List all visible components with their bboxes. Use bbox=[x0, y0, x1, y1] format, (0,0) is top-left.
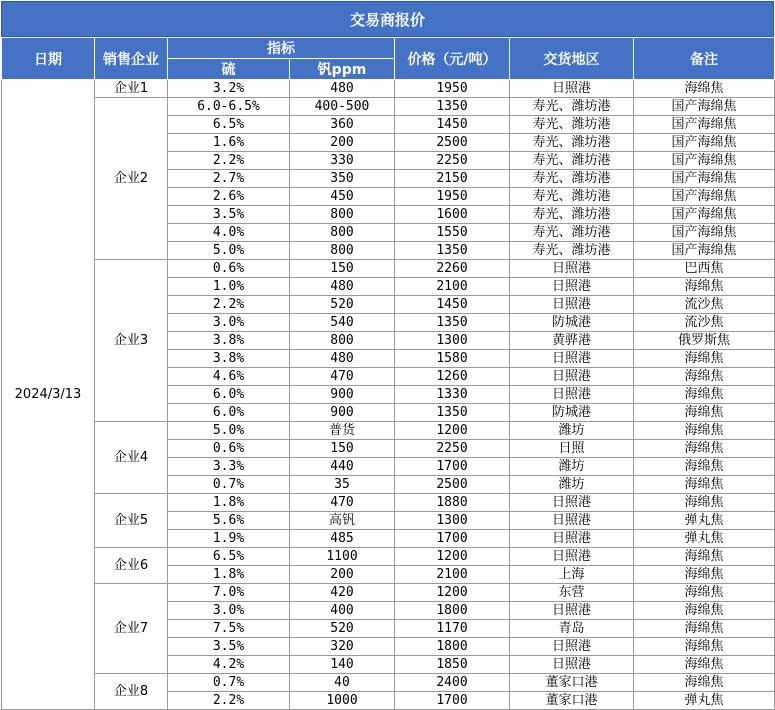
vanadium-cell: 360 bbox=[290, 116, 395, 134]
price-cell: 2500 bbox=[395, 134, 510, 152]
header-indicator: 指标 bbox=[168, 38, 395, 59]
delivery-cell: 潍坊 bbox=[510, 476, 634, 494]
delivery-cell: 寿光、潍坊港 bbox=[510, 206, 634, 224]
header-sulfur: 硫 bbox=[168, 59, 290, 80]
price-cell: 1700 bbox=[395, 692, 510, 710]
sulfur-cell: 6.0% bbox=[168, 386, 290, 404]
note-cell: 国产海绵焦 bbox=[634, 170, 775, 188]
vanadium-cell: 400-500 bbox=[290, 98, 395, 116]
price-cell: 1200 bbox=[395, 422, 510, 440]
sulfur-cell: 0.7% bbox=[168, 674, 290, 692]
delivery-cell: 黄骅港 bbox=[510, 332, 634, 350]
vanadium-cell: 450 bbox=[290, 188, 395, 206]
delivery-cell: 东营 bbox=[510, 584, 634, 602]
sulfur-cell: 2.7% bbox=[168, 170, 290, 188]
vanadium-cell: 1100 bbox=[290, 548, 395, 566]
delivery-cell: 日照港 bbox=[510, 278, 634, 296]
note-cell: 海绵焦 bbox=[634, 422, 775, 440]
company-cell: 企业6 bbox=[95, 548, 168, 584]
note-cell: 俄罗斯焦 bbox=[634, 332, 775, 350]
vanadium-cell: 800 bbox=[290, 224, 395, 242]
note-cell: 海绵焦 bbox=[634, 350, 775, 368]
note-cell: 海绵焦 bbox=[634, 638, 775, 656]
delivery-cell: 日照港 bbox=[510, 368, 634, 386]
table-row bbox=[2, 422, 775, 440]
note-cell: 国产海绵焦 bbox=[634, 206, 775, 224]
company-cell: 企业8 bbox=[95, 674, 168, 710]
price-cell: 1200 bbox=[395, 584, 510, 602]
vanadium-cell: 800 bbox=[290, 206, 395, 224]
sulfur-cell: 3.2% bbox=[168, 80, 290, 98]
sulfur-cell: 6.0% bbox=[168, 404, 290, 422]
vanadium-cell: 320 bbox=[290, 638, 395, 656]
note-cell: 弹丸焦 bbox=[634, 692, 775, 710]
vanadium-cell: 普货 bbox=[290, 422, 395, 440]
header-date: 日期 bbox=[2, 38, 95, 80]
delivery-cell: 日照港 bbox=[510, 638, 634, 656]
header-price: 价格（元/吨） bbox=[395, 38, 510, 80]
delivery-cell: 日照港 bbox=[510, 296, 634, 314]
vanadium-cell: 150 bbox=[290, 260, 395, 278]
note-cell: 国产海绵焦 bbox=[634, 98, 775, 116]
price-cell: 1550 bbox=[395, 224, 510, 242]
note-cell: 海绵焦 bbox=[634, 548, 775, 566]
table-row bbox=[2, 548, 775, 566]
sulfur-cell: 3.5% bbox=[168, 638, 290, 656]
table-row bbox=[2, 584, 775, 602]
delivery-cell: 寿光、潍坊港 bbox=[510, 188, 634, 206]
note-cell: 国产海绵焦 bbox=[634, 152, 775, 170]
company-cell: 企业3 bbox=[95, 260, 168, 422]
vanadium-cell: 高钒 bbox=[290, 512, 395, 530]
note-cell: 海绵焦 bbox=[634, 566, 775, 584]
vanadium-cell: 1000 bbox=[290, 692, 395, 710]
delivery-cell: 寿光、潍坊港 bbox=[510, 116, 634, 134]
price-cell: 1950 bbox=[395, 188, 510, 206]
note-cell: 国产海绵焦 bbox=[634, 188, 775, 206]
note-cell: 海绵焦 bbox=[634, 602, 775, 620]
delivery-cell: 日照港 bbox=[510, 260, 634, 278]
table-body bbox=[2, 80, 775, 710]
vanadium-cell: 330 bbox=[290, 152, 395, 170]
sulfur-cell: 1.0% bbox=[168, 278, 290, 296]
price-cell: 1800 bbox=[395, 638, 510, 656]
price-cell: 2250 bbox=[395, 440, 510, 458]
price-cell: 1800 bbox=[395, 602, 510, 620]
vanadium-cell: 440 bbox=[290, 458, 395, 476]
vanadium-cell: 480 bbox=[290, 350, 395, 368]
price-cell: 1350 bbox=[395, 314, 510, 332]
sulfur-cell: 4.6% bbox=[168, 368, 290, 386]
delivery-cell: 日照港 bbox=[510, 656, 634, 674]
price-cell: 1350 bbox=[395, 98, 510, 116]
price-cell: 1170 bbox=[395, 620, 510, 638]
quote-table-container bbox=[1, 1, 774, 710]
delivery-cell: 日照港 bbox=[510, 530, 634, 548]
note-cell: 海绵焦 bbox=[634, 620, 775, 638]
delivery-cell: 寿光、潍坊港 bbox=[510, 242, 634, 260]
note-cell: 海绵焦 bbox=[634, 476, 775, 494]
header-note: 备注 bbox=[634, 38, 775, 80]
price-cell: 2100 bbox=[395, 566, 510, 584]
table-row bbox=[2, 98, 775, 116]
company-cell: 企业7 bbox=[95, 584, 168, 674]
sulfur-cell: 0.6% bbox=[168, 260, 290, 278]
vanadium-cell: 900 bbox=[290, 404, 395, 422]
sulfur-cell: 6.5% bbox=[168, 548, 290, 566]
company-cell: 企业1 bbox=[95, 80, 168, 98]
sulfur-cell: 7.0% bbox=[168, 584, 290, 602]
sulfur-cell: 1.8% bbox=[168, 566, 290, 584]
note-cell: 海绵焦 bbox=[634, 584, 775, 602]
delivery-cell: 日照港 bbox=[510, 512, 634, 530]
vanadium-cell: 480 bbox=[290, 80, 395, 98]
vanadium-cell: 800 bbox=[290, 242, 395, 260]
sulfur-cell: 1.6% bbox=[168, 134, 290, 152]
delivery-cell: 日照港 bbox=[510, 548, 634, 566]
vanadium-cell: 480 bbox=[290, 278, 395, 296]
note-cell: 海绵焦 bbox=[634, 404, 775, 422]
header-delivery: 交货地区 bbox=[510, 38, 634, 80]
price-cell: 1700 bbox=[395, 458, 510, 476]
quote-table bbox=[1, 37, 775, 710]
note-cell: 海绵焦 bbox=[634, 494, 775, 512]
vanadium-cell: 520 bbox=[290, 620, 395, 638]
table-title: 交易商报价 bbox=[1, 1, 774, 37]
price-cell: 2250 bbox=[395, 152, 510, 170]
price-cell: 2260 bbox=[395, 260, 510, 278]
price-cell: 2500 bbox=[395, 476, 510, 494]
note-cell: 巴西焦 bbox=[634, 260, 775, 278]
price-cell: 2150 bbox=[395, 170, 510, 188]
note-cell: 流沙焦 bbox=[634, 296, 775, 314]
delivery-cell: 防城港 bbox=[510, 314, 634, 332]
vanadium-cell: 350 bbox=[290, 170, 395, 188]
price-cell: 1450 bbox=[395, 116, 510, 134]
note-cell: 国产海绵焦 bbox=[634, 134, 775, 152]
delivery-cell: 寿光、潍坊港 bbox=[510, 170, 634, 188]
delivery-cell: 潍坊 bbox=[510, 458, 634, 476]
delivery-cell: 防城港 bbox=[510, 404, 634, 422]
delivery-cell: 日照港 bbox=[510, 386, 634, 404]
vanadium-cell: 900 bbox=[290, 386, 395, 404]
note-cell: 海绵焦 bbox=[634, 656, 775, 674]
delivery-cell: 寿光、潍坊港 bbox=[510, 152, 634, 170]
sulfur-cell: 3.8% bbox=[168, 350, 290, 368]
vanadium-cell: 470 bbox=[290, 494, 395, 512]
price-cell: 2400 bbox=[395, 674, 510, 692]
note-cell: 弹丸焦 bbox=[634, 512, 775, 530]
sulfur-cell: 5.6% bbox=[168, 512, 290, 530]
vanadium-cell: 150 bbox=[290, 440, 395, 458]
note-cell: 海绵焦 bbox=[634, 440, 775, 458]
vanadium-cell: 200 bbox=[290, 134, 395, 152]
price-cell: 1850 bbox=[395, 656, 510, 674]
price-cell: 1300 bbox=[395, 332, 510, 350]
delivery-cell: 日照港 bbox=[510, 494, 634, 512]
price-cell: 2100 bbox=[395, 278, 510, 296]
delivery-cell: 上海 bbox=[510, 566, 634, 584]
price-cell: 1950 bbox=[395, 80, 510, 98]
note-cell: 海绵焦 bbox=[634, 368, 775, 386]
delivery-cell: 日照 bbox=[510, 440, 634, 458]
note-cell: 海绵焦 bbox=[634, 674, 775, 692]
price-cell: 1200 bbox=[395, 548, 510, 566]
sulfur-cell: 3.8% bbox=[168, 332, 290, 350]
price-cell: 1300 bbox=[395, 512, 510, 530]
vanadium-cell: 540 bbox=[290, 314, 395, 332]
vanadium-cell: 470 bbox=[290, 368, 395, 386]
price-cell: 1580 bbox=[395, 350, 510, 368]
price-cell: 1600 bbox=[395, 206, 510, 224]
price-cell: 1350 bbox=[395, 242, 510, 260]
delivery-cell: 青岛 bbox=[510, 620, 634, 638]
note-cell: 弹丸焦 bbox=[634, 530, 775, 548]
note-cell: 国产海绵焦 bbox=[634, 224, 775, 242]
header-vanadium: 钒ppm bbox=[290, 59, 395, 80]
sulfur-cell: 1.9% bbox=[168, 530, 290, 548]
vanadium-cell: 40 bbox=[290, 674, 395, 692]
sulfur-cell: 3.0% bbox=[168, 602, 290, 620]
vanadium-cell: 400 bbox=[290, 602, 395, 620]
sulfur-cell: 2.2% bbox=[168, 152, 290, 170]
price-cell: 1350 bbox=[395, 404, 510, 422]
sulfur-cell: 0.7% bbox=[168, 476, 290, 494]
note-cell: 海绵焦 bbox=[634, 80, 775, 98]
table-row bbox=[2, 260, 775, 278]
delivery-cell: 日照港 bbox=[510, 602, 634, 620]
vanadium-cell: 140 bbox=[290, 656, 395, 674]
price-cell: 1700 bbox=[395, 530, 510, 548]
table-row bbox=[2, 494, 775, 512]
vanadium-cell: 520 bbox=[290, 296, 395, 314]
delivery-cell: 寿光、潍坊港 bbox=[510, 98, 634, 116]
sulfur-cell: 1.8% bbox=[168, 494, 290, 512]
sulfur-cell: 0.6% bbox=[168, 440, 290, 458]
delivery-cell: 寿光、潍坊港 bbox=[510, 224, 634, 242]
delivery-cell: 寿光、潍坊港 bbox=[510, 134, 634, 152]
delivery-cell: 日照港 bbox=[510, 350, 634, 368]
sulfur-cell: 2.2% bbox=[168, 692, 290, 710]
table-row bbox=[2, 80, 775, 98]
sulfur-cell: 4.0% bbox=[168, 224, 290, 242]
company-cell: 企业2 bbox=[95, 98, 168, 260]
note-cell: 流沙焦 bbox=[634, 314, 775, 332]
delivery-cell: 董家口港 bbox=[510, 692, 634, 710]
sulfur-cell: 5.0% bbox=[168, 422, 290, 440]
vanadium-cell: 485 bbox=[290, 530, 395, 548]
delivery-cell: 董家口港 bbox=[510, 674, 634, 692]
price-cell: 1450 bbox=[395, 296, 510, 314]
note-cell: 国产海绵焦 bbox=[634, 242, 775, 260]
delivery-cell: 潍坊 bbox=[510, 422, 634, 440]
table-row bbox=[2, 674, 775, 692]
vanadium-cell: 35 bbox=[290, 476, 395, 494]
note-cell: 海绵焦 bbox=[634, 278, 775, 296]
company-cell: 企业4 bbox=[95, 422, 168, 494]
sulfur-cell: 6.5% bbox=[168, 116, 290, 134]
sulfur-cell: 3.0% bbox=[168, 314, 290, 332]
note-cell: 海绵焦 bbox=[634, 386, 775, 404]
vanadium-cell: 200 bbox=[290, 566, 395, 584]
sulfur-cell: 6.0-6.5% bbox=[168, 98, 290, 116]
sulfur-cell: 4.2% bbox=[168, 656, 290, 674]
sulfur-cell: 7.5% bbox=[168, 620, 290, 638]
note-cell: 海绵焦 bbox=[634, 458, 775, 476]
sulfur-cell: 3.3% bbox=[168, 458, 290, 476]
price-cell: 1330 bbox=[395, 386, 510, 404]
sulfur-cell: 2.2% bbox=[168, 296, 290, 314]
delivery-cell: 日照港 bbox=[510, 80, 634, 98]
vanadium-cell: 800 bbox=[290, 332, 395, 350]
vanadium-cell: 420 bbox=[290, 584, 395, 602]
header-company: 销售企业 bbox=[95, 38, 168, 80]
sulfur-cell: 2.6% bbox=[168, 188, 290, 206]
company-cell: 企业5 bbox=[95, 494, 168, 548]
date-cell: 2024/3/13 bbox=[2, 80, 95, 710]
note-cell: 国产海绵焦 bbox=[634, 116, 775, 134]
price-cell: 1260 bbox=[395, 368, 510, 386]
sulfur-cell: 5.0% bbox=[168, 242, 290, 260]
sulfur-cell: 3.5% bbox=[168, 206, 290, 224]
price-cell: 1880 bbox=[395, 494, 510, 512]
